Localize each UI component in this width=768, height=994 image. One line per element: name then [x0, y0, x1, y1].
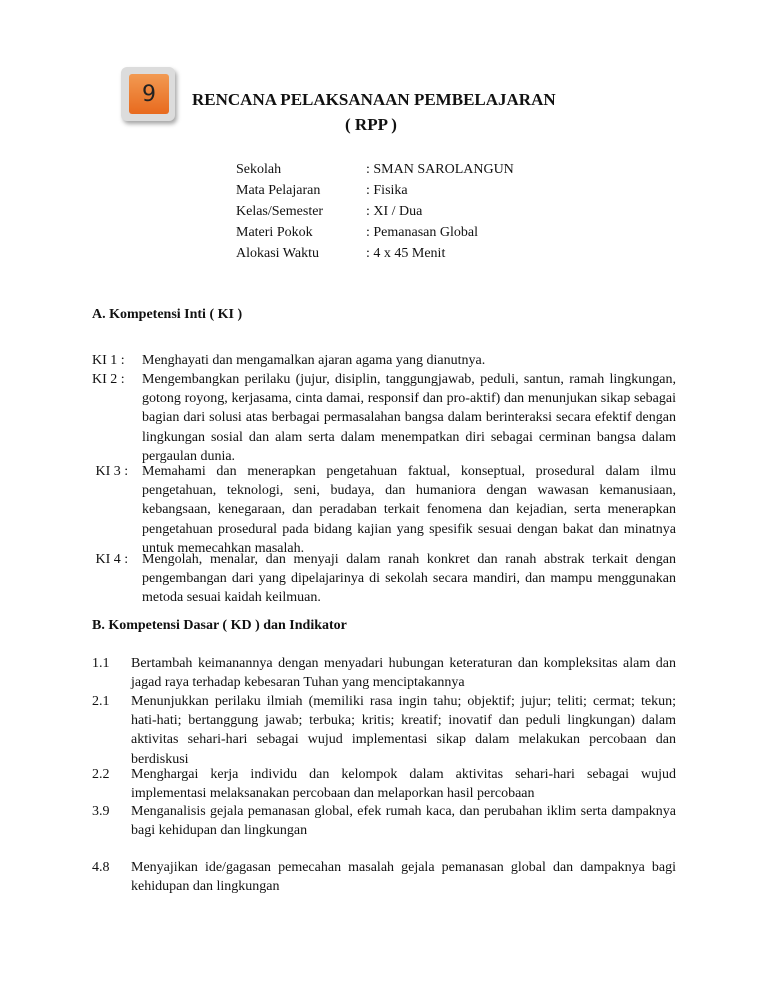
kd-number: 1.1 — [92, 656, 110, 671]
ki-number: KI 1 : — [92, 353, 125, 368]
ki-item — [92, 370, 676, 466]
info-row-subject — [236, 180, 514, 201]
kd-text: Bertambah keimanannya dengan menyadari hubungan keteraturan dan kompleksitas alam dan jagad raya terhadap kebesaran Tuhan yang menciptakannya — [131, 656, 676, 691]
section-a-heading: A. Kompetensi Inti ( KI ) — [92, 307, 243, 322]
info-label: Sekolah — [236, 162, 282, 177]
ki-item — [92, 462, 676, 558]
info-row-time — [236, 243, 514, 264]
ki-item — [92, 351, 676, 370]
kd-text: Menganalisis gejala pemanasan global, efek rumah kaca, dan perubahan iklim serta dampaknya bagi kehidupan dan lingkungan — [131, 804, 676, 839]
kd-item — [92, 692, 676, 769]
info-value: : XI / Dua — [366, 204, 423, 219]
ki-number: KI 4 : — [92, 552, 129, 567]
kd-item — [92, 858, 676, 896]
kd-text: Menyajikan ide/gagasan pemecahan masalah gejala pemanasan global dan dampaknya bagi kehidupan dan lingkungan — [131, 860, 676, 895]
ki-text: Menghayati dan mengamalkan ajaran agama yang dianutnya. — [142, 353, 486, 368]
info-row-topic — [236, 222, 514, 243]
info-label: Mata Pelajaran — [236, 183, 321, 198]
page-number-badge — [121, 67, 175, 121]
ki-text: Mengembangkan perilaku (jujur, disiplin, tanggungjawab, peduli, santun, ramah lingkungan, gotong royong, kerjasama, cinta damai, responsif dan pro-aktif) dan menunjukan sikap sebagai bagian dari solusi atas berbagai permasalahan bangsa dalam berinteraksi secara efektif dengan lingkungan sosial dan alam serta dalam menempatkan diri sebagai cerminan bangsa dalam pergaulan dunia. — [142, 372, 676, 464]
kd-number: 3.9 — [92, 804, 110, 819]
info-label: Materi Pokok — [236, 225, 313, 240]
kd-text: Menunjukkan perilaku ilmiah (memiliki rasa ingin tahu; objektif; jujur; teliti; cermat; tekun; hati-hati; bertanggung jawab; terbuka; kritis; kreatif; inovatif dan peduli lingkungan) dalam aktivitas sehari-hari sebagai wujud implementasi sikap dalam melakukan percobaan dan berdiskusi — [131, 694, 676, 767]
info-row-class — [236, 201, 514, 222]
page-number: 9 — [129, 74, 169, 114]
section-b-heading: B. Kompetensi Dasar ( KD ) dan Indikator — [92, 618, 347, 633]
document-subtitle: ( RPP ) — [345, 115, 397, 134]
document-title: RENCANA PELAKSANAAN PEMBELAJARAN — [192, 90, 556, 109]
kd-item — [92, 765, 676, 803]
kd-text: Menghargai kerja individu dan kelompok dalam aktivitas sehari-hari sebagai wujud implementasi melaksanakan percobaan dan melaporkan hasil percobaan — [131, 767, 676, 802]
info-row-school — [236, 159, 514, 180]
kd-item — [92, 802, 676, 840]
info-value: : Fisika — [366, 183, 408, 198]
ki-text: Mengolah, menalar, dan menyaji dalam ranah konkret dan ranah abstrak terkait dengan pengembangan dari yang dipelajarinya di sekolah secara mandiri, dan mampu menggunakan metoda sesuai kaidah keilmuan. — [142, 552, 676, 606]
ki-text: Memahami dan menerapkan pengetahuan faktual, konseptual, prosedural dalam ilmu pengetahuan, teknologi, seni, budaya, dan humaniora dengan wawasan kemanusiaan, kebangsaan, kenegaraan, dan peradaban terkait fenomena dan kejadian, serta menerapkan pengetahuan prosedural pada bidang kajian yang spesifik sesuai dengan bakat dan minatnya untuk memecahkan masalah. — [142, 464, 676, 556]
ki-item — [92, 550, 676, 608]
info-label: Kelas/Semester — [236, 204, 324, 219]
kd-number: 2.2 — [92, 767, 110, 782]
info-value: : Pemanasan Global — [366, 225, 478, 240]
identity-table — [236, 159, 514, 264]
kd-number: 2.1 — [92, 694, 110, 709]
info-value: : SMAN SAROLANGUN — [366, 162, 514, 177]
info-label: Alokasi Waktu — [236, 246, 319, 261]
kd-item — [92, 654, 676, 692]
ki-number: KI 3 : — [92, 464, 129, 479]
ki-number: KI 2 : — [92, 372, 125, 387]
info-value: : 4 x 45 Menit — [366, 246, 446, 261]
kd-number: 4.8 — [92, 860, 110, 875]
